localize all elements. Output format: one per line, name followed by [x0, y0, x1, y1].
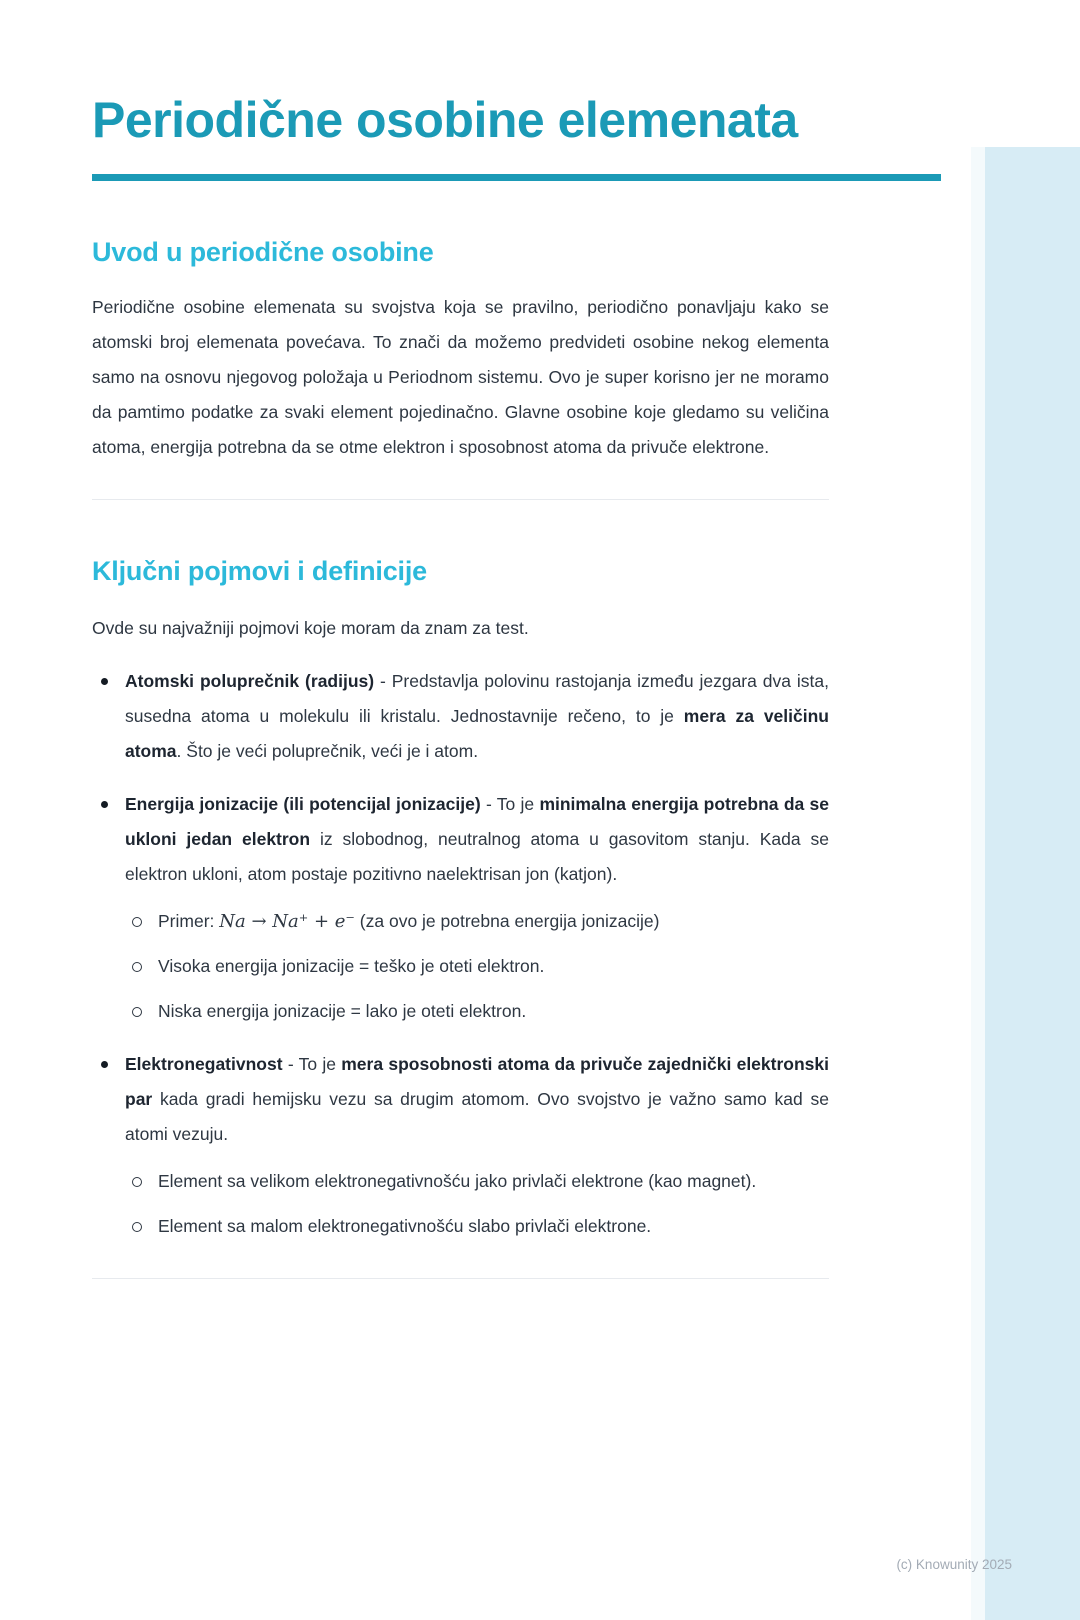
key-term-definition: [125, 664, 829, 769]
term-text: Element sa malom elektronegativnošću slabo privlači elektrone.: [158, 1215, 652, 1236]
term-text: Niska energija jonizacije = lako je oteti elektron.: [158, 1000, 527, 1021]
key-term-item: [92, 1047, 829, 1244]
key-term-item: [92, 664, 829, 769]
key-term-sublist: [125, 1164, 829, 1244]
term-emphasis: Atomski poluprečnik (radijus): [125, 670, 375, 691]
section-heading-kljucni-pojmovi: Ključni pojmovi i definicije: [92, 555, 427, 586]
key-term-subitem: [125, 904, 829, 939]
section-divider: [92, 499, 829, 500]
title-underline-rule: [92, 174, 941, 181]
term-text: - Predstavlja polovinu rastojanja između jezgara dva ista, susedna atoma u molekulu ili kristalu. Jednostavnije rečeno, to je: [125, 670, 829, 726]
key-terms-intro: Ovde su najvažniji pojmovi koje moram da znam za test.: [92, 617, 529, 638]
term-text: - To je: [480, 793, 540, 814]
key-term-definition: [125, 787, 829, 892]
intro-paragraph: Periodične osobine elemenata su svojstva koja se pravilno, periodično ponavljaju kako se atomski broj elemenata povećava. To znači da možemo predvideti osobine nekog elementa samo na osnovu njegovog položaja u Periodnom sistemu. Ovo je super korisno jer ne moramo da pamtimo podatke za svaki element pojedinačno. Glavne osobine koje gledamo su veličina atoma, energija potrebna da se otme elektron i sposobnost atoma da privuče elektrone.: [92, 296, 829, 457]
term-emphasis: minimalna energija potrebna da se ukloni jedan elektron: [125, 793, 829, 849]
document-content: [92, 92, 829, 1279]
term-text: (za ovo je potrebna energija jonizacije): [354, 910, 660, 931]
key-term-item: [92, 787, 829, 1029]
key-terms-list: [92, 664, 829, 1244]
term-emphasis: mera sposobnosti atoma da privuče zajednički elektronski par: [125, 1053, 829, 1109]
key-term-definition: [125, 1047, 829, 1152]
term-text: Primer:: [158, 910, 220, 931]
page-title: Periodične osobine elemenata: [92, 92, 798, 148]
term-text: - To je: [282, 1053, 342, 1074]
bottom-divider: [92, 1278, 829, 1279]
term-text: Visoka energija jonizacije = teško je oteti elektron.: [158, 955, 545, 976]
page-edge-strip: [971, 147, 985, 1620]
key-term-subitem: [125, 1209, 829, 1244]
term-text: . Što je veći poluprečnik, veći je i atom.: [176, 740, 479, 761]
term-emphasis: mera za veličinu atoma: [125, 705, 829, 761]
section-heading-uvod: Uvod u periodične osobine: [92, 236, 434, 267]
page-edge-band: [985, 147, 1080, 1620]
term-emphasis: Energija jonizacije (ili potencijal jonizacije): [125, 793, 481, 814]
key-term-subitem: [125, 1164, 829, 1199]
copyright-footer: (c) Knowunity 2025: [896, 1557, 1012, 1572]
key-term-subitem: [125, 949, 829, 984]
term-text: iz slobodnog, neutralnog atoma u gasovitom stanju. Kada se elektron ukloni, atom postaje pozitivno naelektrisan jon (katjon).: [125, 828, 829, 884]
term-emphasis: Elektronegativnost: [125, 1053, 283, 1074]
key-term-sublist: [125, 904, 829, 1029]
key-term-subitem: [125, 994, 829, 1029]
term-text: kada gradi hemijsku vezu sa drugim atomom. Ovo svojstvo je važno samo kad se atomi vezuju.: [125, 1088, 829, 1144]
math-formula: Na → Na⁺ + e⁻: [219, 910, 355, 932]
term-text: Element sa velikom elektronegativnošću jako privlači elektrone (kao magnet).: [158, 1170, 757, 1191]
